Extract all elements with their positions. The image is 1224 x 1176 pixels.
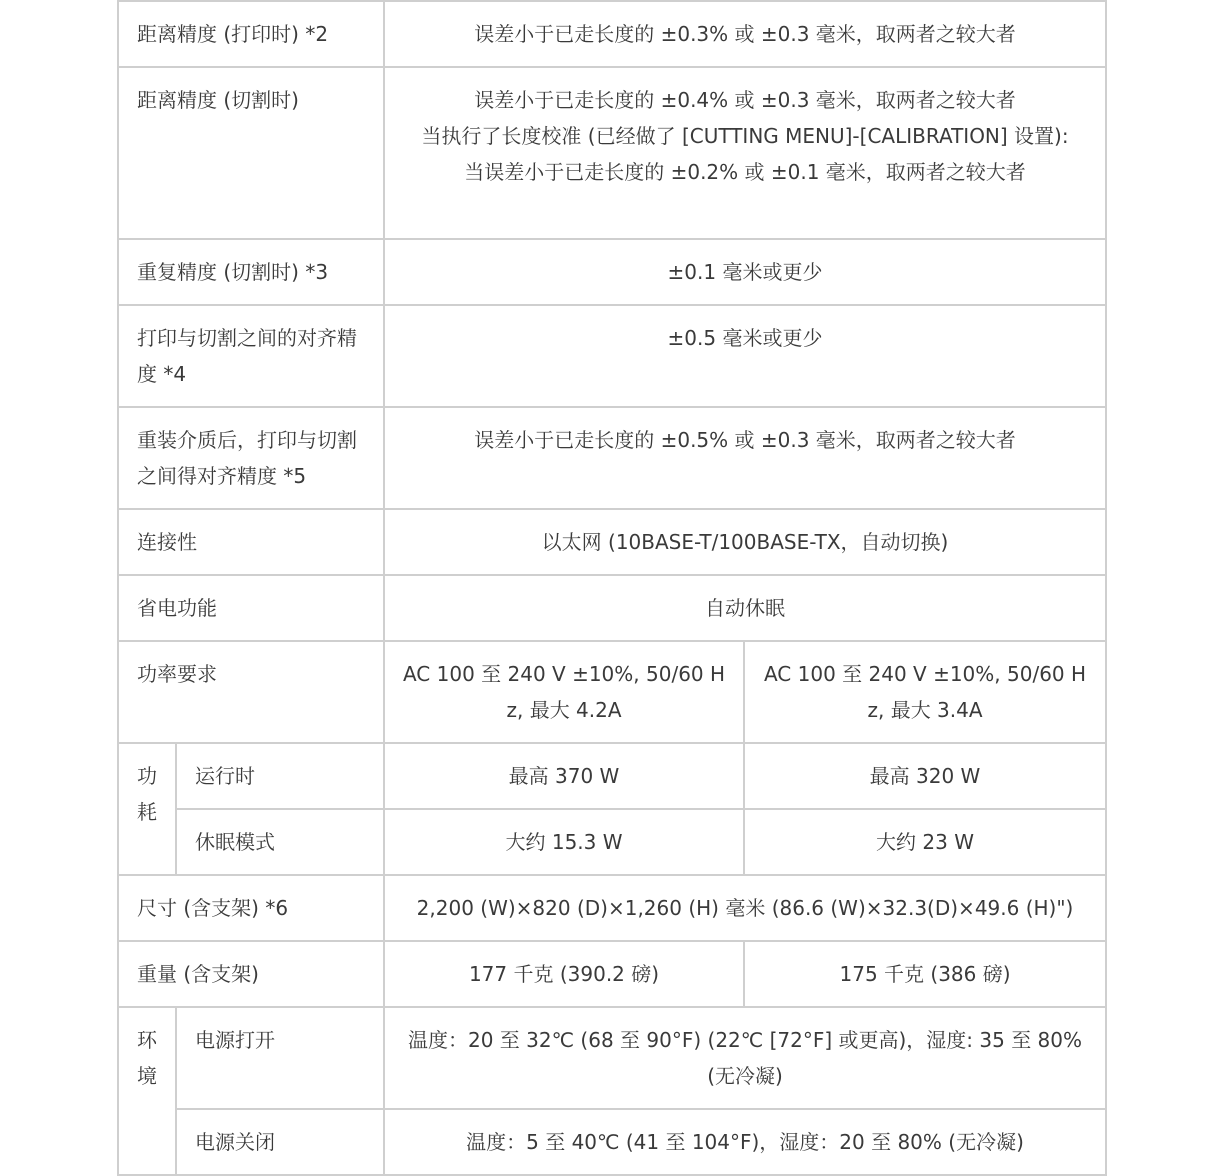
row-label: 功率要求 [118, 641, 384, 743]
table-row [118, 941, 1106, 1007]
table-row [118, 239, 1106, 305]
row-value [384, 67, 1106, 239]
row-value-model-a: 最高 370 W [384, 743, 744, 809]
row-label: 休眠模式 [176, 809, 384, 875]
row-value: 温度：20 至 32℃ (68 至 90°F) (22℃ [72°F] 或更高)，湿度: 35 至 80% (无冷凝) [384, 1007, 1106, 1109]
row-value: 温度：5 至 40℃ (41 至 104°F)，湿度：20 至 80% (无冷凝) [384, 1109, 1106, 1175]
value-line: 当误差小于已走长度的 ±0.2% 或 ±0.1 毫米，取两者之较大者 [464, 160, 1026, 184]
group-label: 功耗 [118, 743, 176, 875]
table-row [118, 1109, 1106, 1175]
row-label: 电源打开 [176, 1007, 384, 1109]
row-value: 自动休眠 [384, 575, 1106, 641]
row-value: 2,200 (W)×820 (D)×1,260 (H) 毫米 (86.6 (W)×32.3(D)×49.6 (H)") [384, 875, 1106, 941]
value-line: 误差小于已走长度的 ±0.4% 或 ±0.3 毫米，取两者之较大者 [474, 88, 1016, 112]
row-value-model-a: 大约 15.3 W [384, 809, 744, 875]
table-row [118, 875, 1106, 941]
table-row [118, 743, 1106, 809]
value-line: 当执行了长度校准 (已经做了 [CUTTING MENU]-[CALIBRATION] 设置): [421, 124, 1069, 148]
spec-table [117, 0, 1107, 1176]
row-value: ±0.5 毫米或更少 [384, 305, 1106, 407]
row-label: 电源关闭 [176, 1109, 384, 1175]
table-row [118, 67, 1106, 239]
row-value-model-b: 最高 320 W [744, 743, 1106, 809]
table-row [118, 407, 1106, 509]
row-label: 重量 (含支架) [118, 941, 384, 1007]
table-row [118, 509, 1106, 575]
row-label: 重装介质后，打印与切割之间得对齐精度 *5 [118, 407, 384, 509]
row-value-model-b: 大约 23 W [744, 809, 1106, 875]
row-value-model-a: 177 千克 (390.2 磅) [384, 941, 744, 1007]
group-label: 环境 [118, 1007, 176, 1175]
row-label: 省电功能 [118, 575, 384, 641]
row-label: 尺寸 (含支架) *6 [118, 875, 384, 941]
row-value: 误差小于已走长度的 ±0.3% 或 ±0.3 毫米，取两者之较大者 [384, 1, 1106, 67]
table-row [118, 305, 1106, 407]
row-value-model-a: AC 100 至 240 V ±10%, 50/60 Hz, 最大 4.2A [384, 641, 744, 743]
row-value: 误差小于已走长度的 ±0.5% 或 ±0.3 毫米，取两者之较大者 [384, 407, 1106, 509]
row-label: 打印与切割之间的对齐精度 *4 [118, 305, 384, 407]
table-row [118, 575, 1106, 641]
row-label: 连接性 [118, 509, 384, 575]
table-row [118, 641, 1106, 743]
table-row [118, 809, 1106, 875]
row-value: 以太网 (10BASE-T/100BASE-TX，自动切换) [384, 509, 1106, 575]
table-row [118, 1, 1106, 67]
table-row [118, 1007, 1106, 1109]
row-label: 运行时 [176, 743, 384, 809]
row-value-model-b: 175 千克 (386 磅) [744, 941, 1106, 1007]
row-value: ±0.1 毫米或更少 [384, 239, 1106, 305]
row-label: 距离精度 (切割时) [118, 67, 384, 239]
row-label: 重复精度 (切割时) *3 [118, 239, 384, 305]
row-label: 距离精度 (打印时) *2 [118, 1, 384, 67]
row-value-model-b: AC 100 至 240 V ±10%, 50/60 Hz, 最大 3.4A [744, 641, 1106, 743]
